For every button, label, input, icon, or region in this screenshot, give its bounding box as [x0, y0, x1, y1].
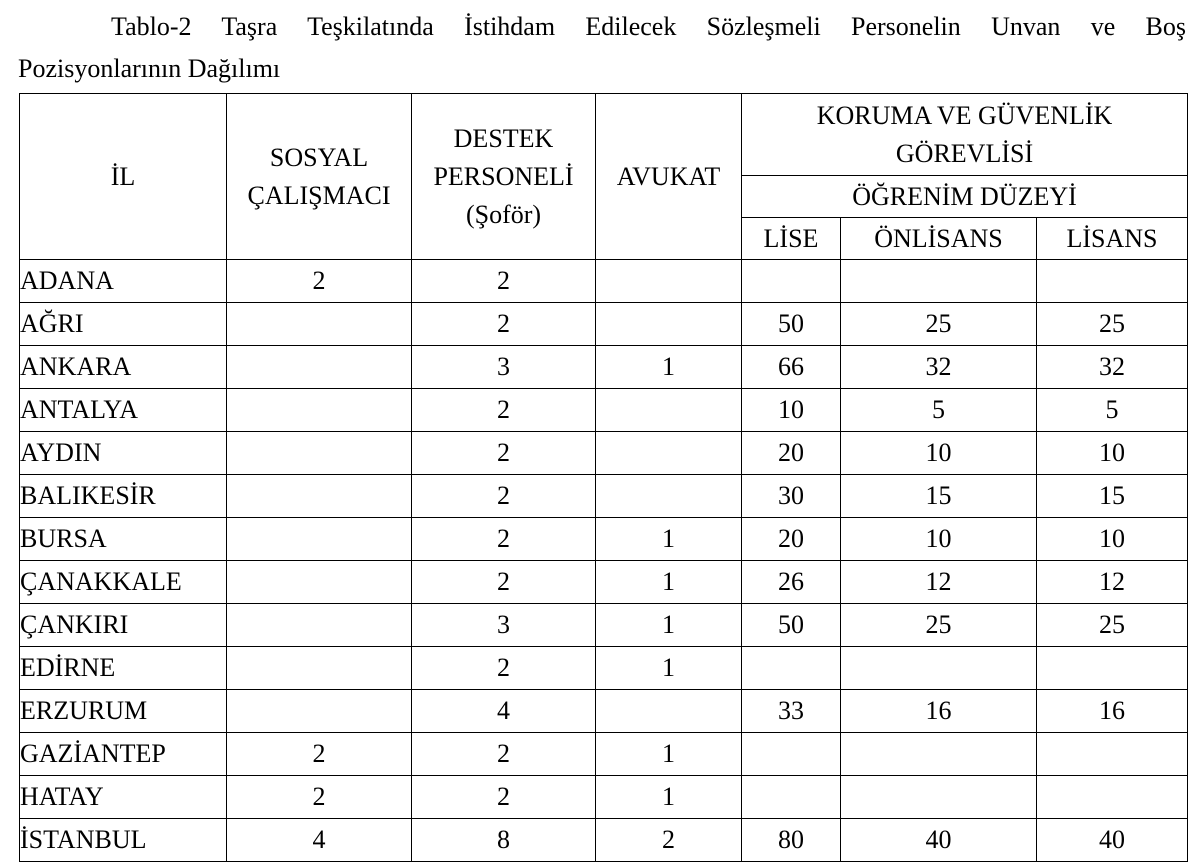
- cell-onlisans: [841, 260, 1037, 303]
- cell-avukat: [596, 432, 742, 475]
- cell-avukat: 1: [596, 561, 742, 604]
- caption-line-2: Pozisyonlarının Dağılımı: [18, 54, 281, 83]
- cell-il: ÇANKIRI: [20, 604, 227, 647]
- cell-avukat: [596, 690, 742, 733]
- cell-il: AĞRI: [20, 303, 227, 346]
- table-row: [20, 690, 1188, 733]
- table-row: [20, 819, 1188, 862]
- cell-destek: 2: [412, 389, 596, 432]
- cell-lise: 80: [742, 819, 841, 862]
- table-caption: [18, 6, 1186, 90]
- cell-destek: 3: [412, 604, 596, 647]
- cell-avukat: [596, 389, 742, 432]
- cell-onlisans: [841, 647, 1037, 690]
- cell-onlisans: 25: [841, 604, 1037, 647]
- cell-sosyal: 2: [227, 260, 412, 303]
- header-destek-line-1: DESTEK: [453, 123, 554, 153]
- cell-lise: 20: [742, 432, 841, 475]
- cell-lisans: [1037, 733, 1188, 776]
- table-row: [20, 733, 1188, 776]
- table-row: [20, 389, 1188, 432]
- table-row: [20, 432, 1188, 475]
- cell-onlisans: 10: [841, 518, 1037, 561]
- cell-lisans: 10: [1037, 432, 1188, 475]
- cell-lise: 50: [742, 604, 841, 647]
- cell-avukat: [596, 475, 742, 518]
- table-row: [20, 518, 1188, 561]
- header-destek-line-2: PERSONELİ: [433, 161, 574, 191]
- cell-onlisans: 12: [841, 561, 1037, 604]
- cell-avukat: [596, 303, 742, 346]
- cell-il: ÇANAKKALE: [20, 561, 227, 604]
- cell-sosyal: [227, 303, 412, 346]
- table-row: [20, 475, 1188, 518]
- cell-il: ANKARA: [20, 346, 227, 389]
- header-destek-personeli: [412, 94, 596, 260]
- cell-lisans: 10: [1037, 518, 1188, 561]
- cell-lisans: [1037, 260, 1188, 303]
- cell-il: EDİRNE: [20, 647, 227, 690]
- table-row: [20, 346, 1188, 389]
- cell-destek: 2: [412, 432, 596, 475]
- cell-il: HATAY: [20, 776, 227, 819]
- cell-lise: 66: [742, 346, 841, 389]
- header-avukat: AVUKAT: [596, 94, 742, 260]
- cell-sosyal: [227, 389, 412, 432]
- table-row: [20, 303, 1188, 346]
- cell-il: BALIKESİR: [20, 475, 227, 518]
- table-row: [20, 260, 1188, 303]
- cell-il: GAZİANTEP: [20, 733, 227, 776]
- cell-avukat: 1: [596, 776, 742, 819]
- cell-lise: 50: [742, 303, 841, 346]
- cell-lisans: 25: [1037, 303, 1188, 346]
- cell-destek: 2: [412, 733, 596, 776]
- cell-destek: 4: [412, 690, 596, 733]
- cell-onlisans: 16: [841, 690, 1037, 733]
- cell-lisans: [1037, 776, 1188, 819]
- cell-sosyal: [227, 432, 412, 475]
- cell-il: AYDIN: [20, 432, 227, 475]
- cell-destek: 2: [412, 776, 596, 819]
- header-koruma-line-2: GÖREVLİSİ: [895, 138, 1034, 168]
- cell-sosyal: [227, 604, 412, 647]
- cell-lisans: 25: [1037, 604, 1188, 647]
- cell-lise: [742, 733, 841, 776]
- cell-sosyal: [227, 475, 412, 518]
- header-koruma-guvenlik: [742, 94, 1188, 176]
- cell-lise: [742, 776, 841, 819]
- table-row: [20, 776, 1188, 819]
- cell-onlisans: 5: [841, 389, 1037, 432]
- cell-sosyal: [227, 561, 412, 604]
- header-sosyal-calismaci: [227, 94, 412, 260]
- cell-onlisans: [841, 776, 1037, 819]
- header-lise: LİSE: [742, 218, 841, 260]
- cell-destek: 8: [412, 819, 596, 862]
- cell-sosyal: 2: [227, 733, 412, 776]
- header-il: İL: [20, 94, 227, 260]
- cell-lisans: 15: [1037, 475, 1188, 518]
- cell-destek: 3: [412, 346, 596, 389]
- cell-lise: 20: [742, 518, 841, 561]
- cell-avukat: 1: [596, 647, 742, 690]
- cell-il: BURSA: [20, 518, 227, 561]
- cell-destek: 2: [412, 518, 596, 561]
- cell-avukat: 1: [596, 518, 742, 561]
- cell-lise: [742, 260, 841, 303]
- cell-il: ERZURUM: [20, 690, 227, 733]
- table-row: [20, 647, 1188, 690]
- cell-lise: 30: [742, 475, 841, 518]
- cell-avukat: 1: [596, 733, 742, 776]
- table-row: [20, 561, 1188, 604]
- cell-onlisans: 40: [841, 819, 1037, 862]
- header-ogrenim-duzeyi: ÖĞRENİM DÜZEYİ: [742, 176, 1188, 218]
- cell-sosyal: [227, 346, 412, 389]
- header-koruma-line-1: KORUMA VE GÜVENLİK: [816, 100, 1113, 130]
- cell-avukat: 2: [596, 819, 742, 862]
- cell-destek: 2: [412, 561, 596, 604]
- cell-lise: 33: [742, 690, 841, 733]
- cell-destek: 2: [412, 303, 596, 346]
- header-destek-line-3: (Şoför): [465, 199, 542, 229]
- cell-onlisans: 15: [841, 475, 1037, 518]
- cell-onlisans: 10: [841, 432, 1037, 475]
- cell-onlisans: [841, 733, 1037, 776]
- cell-sosyal: 2: [227, 776, 412, 819]
- cell-lisans: 12: [1037, 561, 1188, 604]
- cell-destek: 2: [412, 647, 596, 690]
- cell-lisans: 5: [1037, 389, 1188, 432]
- caption-line-1: Tablo-2 Taşra Teşkilatında İstihdam Edilecek Sözleşmeli Personelin Unvan ve Boş: [111, 12, 1186, 41]
- cell-sosyal: [227, 518, 412, 561]
- header-sosyal-label: SOSYAL ÇALIŞMACI: [247, 142, 391, 210]
- cell-sosyal: 4: [227, 819, 412, 862]
- table-row: [20, 604, 1188, 647]
- cell-avukat: [596, 260, 742, 303]
- header-lisans: LİSANS: [1037, 218, 1188, 260]
- cell-onlisans: 32: [841, 346, 1037, 389]
- cell-lise: 26: [742, 561, 841, 604]
- cell-avukat: 1: [596, 346, 742, 389]
- cell-onlisans: 25: [841, 303, 1037, 346]
- cell-avukat: 1: [596, 604, 742, 647]
- cell-il: ADANA: [20, 260, 227, 303]
- cell-destek: 2: [412, 260, 596, 303]
- cell-il: ANTALYA: [20, 389, 227, 432]
- cell-lise: 10: [742, 389, 841, 432]
- cell-lisans: 32: [1037, 346, 1188, 389]
- cell-sosyal: [227, 647, 412, 690]
- personnel-table: [19, 93, 1188, 862]
- cell-il: İSTANBUL: [20, 819, 227, 862]
- cell-lisans: 40: [1037, 819, 1188, 862]
- cell-destek: 2: [412, 475, 596, 518]
- cell-sosyal: [227, 690, 412, 733]
- cell-lisans: [1037, 647, 1188, 690]
- cell-lise: [742, 647, 841, 690]
- cell-lisans: 16: [1037, 690, 1188, 733]
- header-onlisans: ÖNLİSANS: [841, 218, 1037, 260]
